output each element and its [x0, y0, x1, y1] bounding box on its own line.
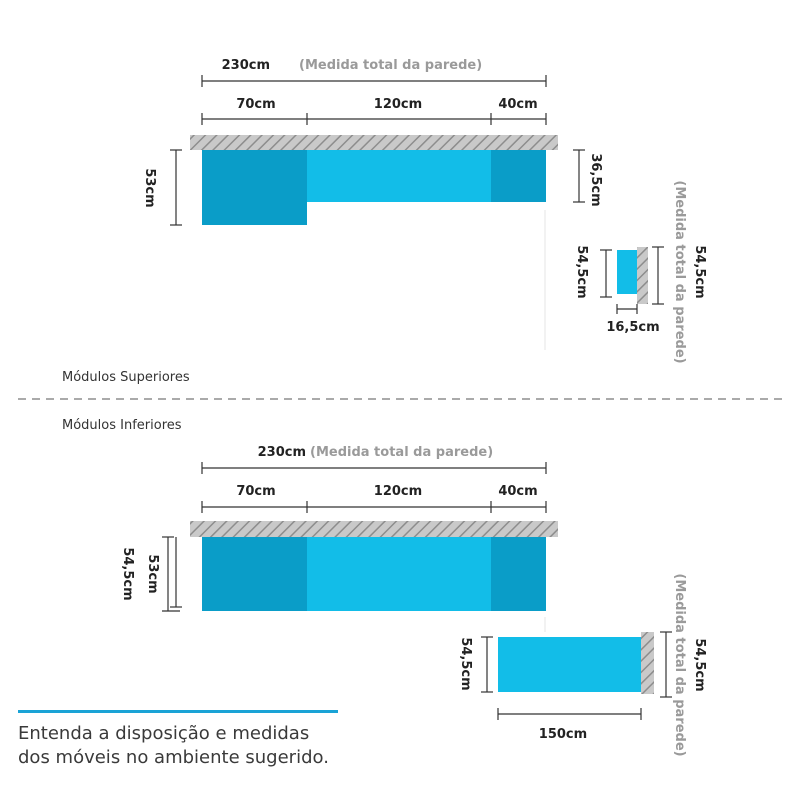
upper-total-value: 230cm	[221, 58, 270, 73]
upper-width-1: 70cm	[236, 97, 276, 112]
upper-side-wall	[637, 247, 648, 304]
lower-module-1	[202, 537, 307, 611]
upper-module-2	[307, 150, 491, 202]
lower-inner-height: 53cm	[145, 554, 160, 594]
lower-width-2: 120cm	[373, 484, 423, 499]
caption-line-1: Entenda a disposição e medidas	[18, 723, 310, 744]
lower-wall-note: (Medida total da parede)	[672, 573, 687, 757]
lower-width-3: 40cm	[498, 484, 538, 499]
lower-total-value: 230cm	[257, 445, 306, 460]
lower-outer-height: 54,5cm	[120, 547, 135, 601]
upper-side-module	[617, 250, 637, 294]
lower-side-width: 150cm	[538, 727, 588, 742]
upper-right-height: 36,5cm	[588, 153, 603, 207]
upper-side-height: 54,5cm	[574, 245, 589, 299]
upper-diagram	[142, 58, 707, 364]
upper-total-note: (Medida total da parede)	[299, 58, 483, 73]
upper-section-label: Módulos Superiores	[62, 370, 190, 385]
lower-width-1: 70cm	[236, 484, 276, 499]
lower-wall	[190, 521, 558, 537]
lower-total-note: (Medida total da parede)	[310, 445, 494, 460]
upper-width-3: 40cm	[498, 97, 538, 112]
caption-line-2: dos móveis no ambiente sugerido.	[18, 747, 329, 768]
upper-module-3	[491, 150, 546, 202]
lower-side-module	[498, 637, 641, 692]
caption-accent-bar	[18, 710, 338, 713]
upper-left-height: 53cm	[142, 168, 157, 208]
lower-side-height: 54,5cm	[458, 637, 473, 691]
lower-wall-height: 54,5cm	[692, 638, 707, 692]
upper-side-width: 16,5cm	[606, 320, 660, 335]
upper-wall-note: (Medida total da parede)	[672, 180, 687, 364]
lower-module-2	[307, 537, 491, 611]
upper-module-1	[202, 150, 307, 225]
upper-wall	[190, 135, 558, 150]
caption	[18, 722, 358, 770]
lower-side-wall	[641, 632, 654, 694]
upper-wall-height: 54,5cm	[692, 245, 707, 299]
lower-module-3	[491, 537, 546, 611]
lower-section-label: Módulos Inferiores	[62, 418, 182, 433]
upper-width-2: 120cm	[373, 97, 423, 112]
